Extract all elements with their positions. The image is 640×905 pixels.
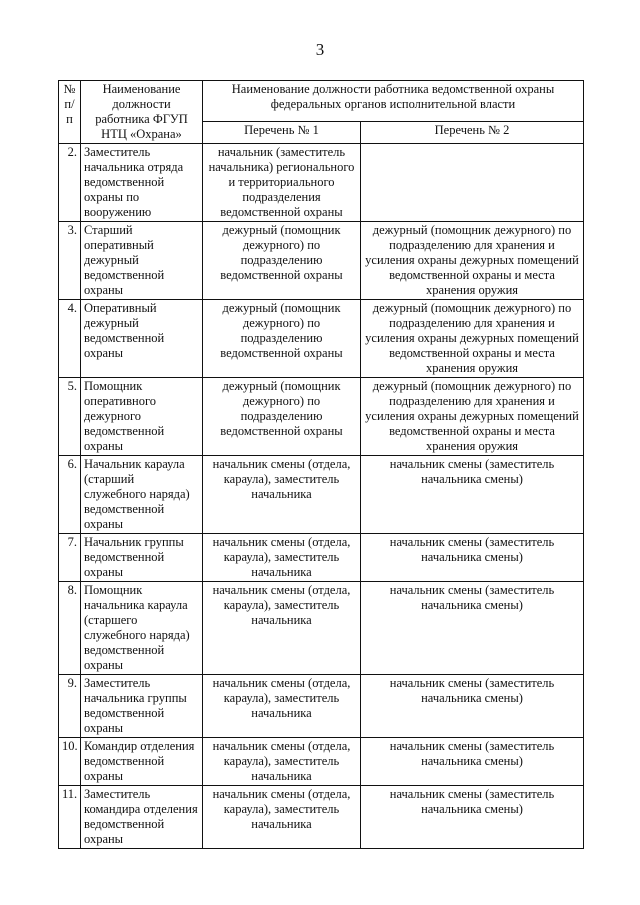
table-row — [59, 786, 584, 849]
table-row — [59, 534, 584, 582]
header-list2: Перечень № 2 — [361, 121, 584, 143]
row-list2: дежурный (помощник дежурного) по подразделению для хранения и усиления охраны дежурных помещений ведомственной охраны и места хранения оружия — [361, 222, 584, 300]
row-list2: дежурный (помощник дежурного) по подразделению для хранения и усиления охраны дежурных помещений ведомственной охраны и места хранения оружия — [361, 378, 584, 456]
row-list1: начальник смены (отдела, караула), заместитель начальника — [203, 534, 361, 582]
table-body — [59, 144, 584, 849]
row-position-name: Командир отделения ведомственной охраны — [81, 738, 203, 786]
table-row — [59, 675, 584, 738]
row-list1: начальник смены (отдела, караула), заместитель начальника — [203, 582, 361, 675]
page-number: 3 — [315, 40, 325, 59]
row-number: 4. — [59, 300, 81, 378]
row-number: 7. — [59, 534, 81, 582]
row-list1: дежурный (помощник дежурного) по подразделению ведомственной охраны — [203, 378, 361, 456]
row-position-name: Начальник группы ведомственной охраны — [81, 534, 203, 582]
positions-table — [58, 80, 584, 849]
header-num: № п/п — [59, 81, 81, 144]
row-list1: начальник смены (отдела, караула), заместитель начальника — [203, 456, 361, 534]
row-list2: начальник смены (заместитель начальника смены) — [361, 534, 584, 582]
row-list1: начальник смены (отдела, караула), заместитель начальника — [203, 786, 361, 849]
row-number: 2. — [59, 144, 81, 222]
row-position-name: Помощник оперативного дежурного ведомственной охраны — [81, 378, 203, 456]
table-row — [59, 144, 584, 222]
table-row — [59, 300, 584, 378]
row-number: 10. — [59, 738, 81, 786]
row-number: 9. — [59, 675, 81, 738]
row-list2: начальник смены (заместитель начальника смены) — [361, 675, 584, 738]
row-list2: начальник смены (заместитель начальника смены) — [361, 738, 584, 786]
row-position-name: Заместитель командира отделения ведомственной охраны — [81, 786, 203, 849]
row-number: 11. — [59, 786, 81, 849]
row-position-name: Оперативный дежурный ведомственной охраны — [81, 300, 203, 378]
table-row — [59, 738, 584, 786]
table-row — [59, 582, 584, 675]
row-list1: дежурный (помощник дежурного) по подразделению ведомственной охраны — [203, 300, 361, 378]
row-list1: начальник смены (отдела, караула), заместитель начальника — [203, 738, 361, 786]
row-list2 — [361, 144, 584, 222]
header-name: Наименование должности работника ФГУП НТЦ «Охрана» — [81, 81, 203, 144]
row-position-name: Начальник караула (старший служебного наряда) ведомственной охраны — [81, 456, 203, 534]
table-header — [59, 81, 584, 144]
header-group: Наименование должности работника ведомственной охраны федеральных органов исполнительной власти — [203, 81, 584, 122]
row-list1: начальник (заместитель начальника) регионального и территориального подразделения ведомственной охраны — [203, 144, 361, 222]
row-number: 5. — [59, 378, 81, 456]
row-position-name: Заместитель начальника отряда ведомственной охраны по вооружению — [81, 144, 203, 222]
row-position-name: Старший оперативный дежурный ведомственной охраны — [81, 222, 203, 300]
row-number: 6. — [59, 456, 81, 534]
table-row — [59, 378, 584, 456]
row-number: 3. — [59, 222, 81, 300]
row-list2: начальник смены (заместитель начальника смены) — [361, 786, 584, 849]
row-number: 8. — [59, 582, 81, 675]
row-list1: начальник смены (отдела, караула), заместитель начальника — [203, 675, 361, 738]
table-row — [59, 456, 584, 534]
row-position-name: Заместитель начальника группы ведомственной охраны — [81, 675, 203, 738]
row-list2: начальник смены (заместитель начальника смены) — [361, 456, 584, 534]
header-list1: Перечень № 1 — [203, 121, 361, 143]
row-list1: дежурный (помощник дежурного) по подразделению ведомственной охраны — [203, 222, 361, 300]
table-row — [59, 222, 584, 300]
row-list2: дежурный (помощник дежурного) по подразделению для хранения и усиления охраны дежурных помещений ведомственной охраны и места хранения оружия — [361, 300, 584, 378]
row-list2: начальник смены (заместитель начальника смены) — [361, 582, 584, 675]
row-position-name: Помощник начальника караула (старшего служебного наряда) ведомственной охраны — [81, 582, 203, 675]
